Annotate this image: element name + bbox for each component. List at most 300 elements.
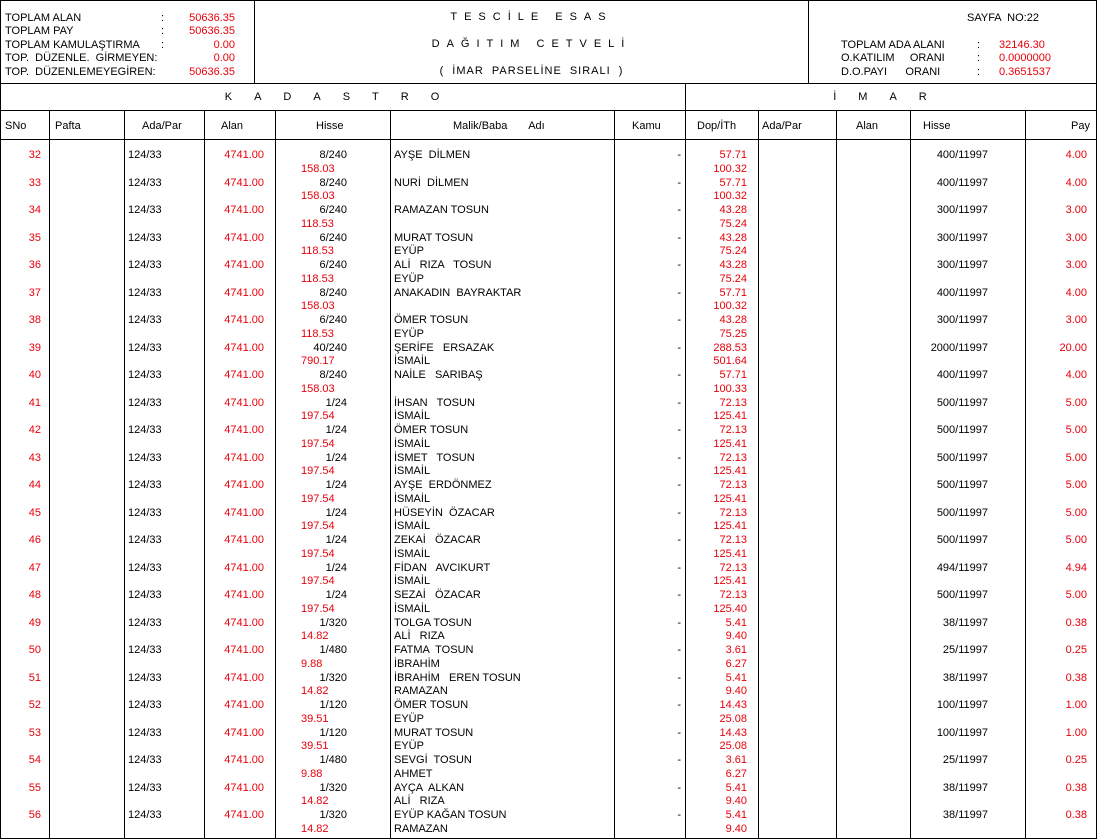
colon: :: [977, 52, 981, 64]
cell-dop: 5.41: [725, 809, 747, 821]
cell-ada-par: 124/33: [128, 259, 162, 271]
cell-imar-hisse: 500/11997: [936, 479, 988, 491]
cell-sno: 33: [28, 176, 41, 189]
cell-baba: RAMAZAN: [394, 822, 448, 835]
title-line-2: DAĞITIM CETVELİ: [431, 38, 632, 50]
cell-pay: 3.00: [1065, 314, 1087, 326]
cell-ada-par: 124/33: [128, 231, 162, 244]
cell-kamu: -: [677, 644, 681, 656]
total-not-included-value: 0.00: [213, 52, 235, 64]
cell-baba: İSMAİL: [394, 602, 431, 615]
cell-kamu: -: [677, 149, 681, 161]
cell-alan: 4741.00: [224, 781, 264, 794]
cell-pay: 4.00: [1065, 149, 1087, 161]
colon: :: [161, 39, 165, 51]
cell-baba: ALİ RIZA: [394, 630, 445, 643]
cell-hisse: 1/24: [325, 561, 347, 574]
colon: :: [977, 66, 981, 78]
cell-hisse: 6/240: [319, 314, 347, 326]
cell-imar-hisse: 2000/11997: [930, 341, 988, 354]
cell-sno: 56: [28, 809, 41, 821]
cell-hisse: 1/24: [325, 479, 347, 491]
cell-ada-par: 124/33: [128, 589, 162, 601]
cell-dop: 5.41: [725, 616, 747, 629]
cell-hisse: 8/240: [319, 176, 347, 189]
cell-alan: 4741.00: [224, 286, 264, 299]
cell-hisse-value: 158.03: [301, 190, 335, 203]
cell-sno: 55: [28, 781, 41, 794]
cell-imar-hisse: 100/11997: [936, 726, 988, 739]
col-hisse: Hisse: [316, 120, 344, 132]
grid-line: [204, 111, 205, 838]
total-area-value: 50636.35: [189, 12, 235, 24]
cell-malik: MURAT TOSUN: [394, 726, 474, 739]
grid-line: [758, 111, 759, 838]
cell-hisse-value: 118.53: [301, 217, 334, 230]
cell-kamu: -: [677, 589, 681, 601]
cell-imar-hisse: 38/11997: [942, 616, 988, 629]
cell-malik: ŞERİFE ERSAZAK: [394, 341, 495, 354]
cell-dop-value: 125.41: [713, 437, 747, 450]
cell-malik: FİDAN AVCIKURT: [394, 561, 491, 574]
cell-alan: 4741.00: [224, 479, 264, 491]
cell-hisse-value: 197.54: [301, 575, 335, 588]
cell-pay: 3.00: [1065, 231, 1087, 244]
cell-pay: 0.25: [1065, 644, 1087, 656]
cell-malik: AYŞE ERDÖNMEZ: [394, 479, 492, 491]
cell-alan: 4741.00: [224, 506, 264, 519]
cell-dop-value: 125.41: [713, 492, 747, 505]
cell-dop-value: 75.24: [719, 245, 747, 258]
cell-dop-value: 100.33: [713, 382, 747, 395]
cell-ada-par: 124/33: [128, 149, 162, 161]
cell-sno: 34: [28, 204, 41, 216]
total-expropriation-label: TOPLAM KAMULAŞTIRMA: [5, 39, 140, 51]
cell-imar-hisse: 400/11997: [936, 149, 988, 161]
cell-hisse-value: 9.88: [301, 657, 323, 670]
cell-imar-hisse: 400/11997: [936, 176, 988, 189]
cell-dop-value: 25.08: [719, 740, 747, 753]
total-not-included-label: TOP. DÜZENLE. GİRMEYEN:: [5, 52, 158, 64]
cell-sno: 47: [28, 561, 41, 574]
cell-imar-hisse: 25/11997: [942, 644, 988, 656]
cell-kamu: -: [677, 479, 681, 491]
cell-alan: 4741.00: [224, 424, 264, 436]
total-area-label: TOPLAM ALAN: [5, 12, 82, 24]
cell-sno: 52: [28, 699, 41, 711]
cell-hisse-value: 14.82: [301, 685, 329, 698]
cell-hisse-value: 197.54: [301, 410, 335, 423]
cell-kamu: -: [677, 204, 681, 216]
cell-hisse-value: 118.53: [301, 245, 334, 258]
cell-dop: 3.61: [725, 754, 747, 766]
cell-dop-value: 125.41: [713, 465, 747, 478]
cell-ada-par: 124/33: [128, 616, 162, 629]
cell-malik: ÖMER TOSUN: [394, 314, 469, 326]
cell-kamu: -: [677, 369, 681, 381]
cell-hisse-value: 39.51: [301, 740, 329, 753]
cell-sno: 45: [28, 506, 41, 519]
cell-hisse: 6/240: [319, 204, 347, 216]
cell-sno: 50: [28, 644, 41, 656]
cell-dop-value: 125.41: [713, 410, 747, 423]
cell-malik: AYÇA ALKAN: [394, 781, 465, 794]
cell-hisse: 6/240: [319, 231, 347, 244]
cell-sno: 40: [28, 369, 41, 381]
cell-kamu: -: [677, 451, 681, 464]
cell-sno: 38: [28, 314, 41, 326]
cell-alan: 4741.00: [224, 699, 264, 711]
cell-hisse: 8/240: [319, 149, 347, 161]
cell-alan: 4741.00: [224, 231, 264, 244]
cell-dop: 43.28: [719, 231, 747, 244]
cell-malik: MURAT TOSUN: [394, 231, 474, 244]
cell-imar-hisse: 38/11997: [942, 671, 988, 684]
cell-hisse: 6/240: [319, 259, 347, 271]
cell-baba: [394, 299, 609, 313]
cell-dop: 43.28: [719, 314, 747, 326]
cell-pay: 4.94: [1065, 561, 1087, 574]
grid-line: [124, 111, 125, 838]
cell-hisse-value: 197.54: [301, 602, 335, 615]
cell-baba: EYÜP: [394, 245, 424, 258]
cell-hisse-value: 158.03: [301, 162, 335, 175]
cell-malik: İBRAHİM EREN TOSUN: [394, 671, 521, 684]
cell-pay: 0.25: [1065, 754, 1087, 766]
cell-imar-hisse: 400/11997: [936, 286, 988, 299]
cell-hisse: 8/240: [319, 369, 347, 381]
cell-hisse: 1/480: [319, 644, 347, 656]
colon: :: [161, 25, 165, 37]
cell-alan: 4741.00: [224, 341, 264, 354]
cell-hisse-value: 197.54: [301, 547, 335, 560]
cell-baba: [394, 382, 609, 396]
cell-alan: 4741.00: [224, 754, 264, 766]
cell-imar-hisse: 500/11997: [936, 506, 988, 519]
cell-pay: 5.00: [1065, 479, 1087, 491]
cell-pay: 5.00: [1065, 589, 1087, 601]
cell-baba: EYÜP: [394, 327, 424, 340]
grid-line: [910, 111, 911, 838]
col-kamu: Kamu: [632, 120, 661, 132]
cell-dop-value: 9.40: [725, 822, 747, 835]
cell-dop: 72.13: [719, 589, 747, 601]
cell-pay: 1.00: [1065, 726, 1087, 739]
cell-kamu: -: [677, 781, 681, 794]
col-imar-ada-par: Ada/Par: [762, 120, 802, 132]
col-pay: Pay: [1071, 120, 1090, 132]
totals-panel: [1, 1, 255, 83]
cell-sno: 35: [28, 231, 41, 244]
cell-pay: 0.38: [1065, 781, 1087, 794]
cell-ada-par: 124/33: [128, 204, 162, 216]
cell-dop: 72.13: [719, 396, 747, 409]
cell-baba: ALİ RIZA: [394, 795, 445, 808]
cell-kamu: -: [677, 616, 681, 629]
cell-malik: SEZAİ ÖZACAR: [394, 589, 481, 601]
cell-sno: 44: [28, 479, 41, 491]
grid-line: [685, 84, 686, 838]
cell-baba: [394, 217, 609, 231]
cell-alan: 4741.00: [224, 561, 264, 574]
cell-malik: ALİ RIZA TOSUN: [394, 259, 492, 271]
cell-ada-par: 124/33: [128, 341, 162, 354]
cell-ada-par: 124/33: [128, 561, 162, 574]
cell-pay: 5.00: [1065, 451, 1087, 464]
cell-hisse-value: 197.54: [301, 520, 335, 533]
cell-malik: AYŞE DİLMEN: [394, 149, 471, 161]
cell-ada-par: 124/33: [128, 424, 162, 436]
cell-baba: İBRAHİM: [394, 657, 440, 670]
cell-baba: EYÜP: [394, 712, 424, 725]
page-header: [1, 1, 1096, 84]
cell-sno: 37: [28, 286, 41, 299]
cell-sno: 32: [28, 149, 41, 161]
cell-pay: 0.38: [1065, 616, 1087, 629]
cell-dop-value: 75.24: [719, 217, 747, 230]
col-pafta: Pafta: [55, 120, 81, 132]
cell-ada-par: 124/33: [128, 479, 162, 491]
cell-baba: [394, 162, 609, 176]
cell-pay: 4.00: [1065, 286, 1087, 299]
cell-pay: 5.00: [1065, 506, 1087, 519]
cell-hisse-value: 14.82: [301, 795, 329, 808]
cell-baba: AHMET: [394, 767, 433, 780]
cell-hisse: 1/24: [325, 396, 347, 409]
cell-dop-value: 100.32: [713, 300, 747, 313]
grid-line: [49, 111, 50, 838]
cell-hisse: 1/320: [319, 809, 347, 821]
cell-kamu: -: [677, 671, 681, 684]
total-included-value: 50636.35: [189, 66, 235, 78]
cell-alan: 4741.00: [224, 534, 264, 546]
cell-kamu: -: [677, 424, 681, 436]
cell-pay: 4.00: [1065, 176, 1087, 189]
total-expropriation-value: 0.00: [213, 39, 235, 51]
cell-sno: 43: [28, 451, 41, 464]
cell-malik: İSMET TOSUN: [394, 451, 475, 464]
col-imar-alan: Alan: [856, 120, 879, 132]
col-alan: Alan: [221, 120, 244, 132]
cell-kamu: -: [677, 726, 681, 739]
col-dop: Dop/İTh: [697, 120, 737, 132]
cell-sno: 48: [28, 589, 41, 601]
dop-ratio-value: 0.3651537: [999, 66, 1051, 78]
cell-imar-hisse: 100/11997: [936, 699, 988, 711]
cell-sno: 53: [28, 726, 41, 739]
cell-imar-hisse: 500/11997: [936, 396, 988, 409]
cell-dop-value: 125.41: [713, 520, 747, 533]
cell-alan: 4741.00: [224, 314, 264, 326]
cell-hisse-value: 14.82: [301, 822, 329, 835]
cell-dop-value: 75.25: [719, 327, 747, 340]
cell-ada-par: 124/33: [128, 671, 162, 684]
cell-dop-value: 75.24: [719, 272, 747, 285]
cell-baba: EYÜP: [394, 272, 424, 285]
cell-alan: 4741.00: [224, 451, 264, 464]
cell-alan: 4741.00: [224, 259, 264, 271]
cell-hisse: 1/320: [319, 781, 347, 794]
cell-baba: İSMAİL: [394, 520, 431, 533]
cell-dop-value: 125.41: [713, 547, 747, 560]
cell-dop: 72.13: [719, 424, 747, 436]
cell-dop-value: 9.40: [725, 630, 747, 643]
cell-pay: 1.00: [1065, 699, 1087, 711]
cell-malik: RAMAZAN TOSUN: [394, 204, 489, 216]
cell-pay: 3.00: [1065, 204, 1087, 216]
grid-line: [836, 111, 837, 838]
island-area-label: TOPLAM ADA ALANI: [841, 39, 945, 51]
cell-hisse-value: 118.53: [301, 327, 334, 340]
cell-kamu: -: [677, 231, 681, 244]
cell-alan: 4741.00: [224, 616, 264, 629]
cell-dop: 57.71: [719, 149, 747, 161]
col-malik: Malik/Baba Adı: [453, 120, 545, 132]
cell-imar-hisse: 300/11997: [936, 231, 988, 244]
cell-alan: 4741.00: [224, 396, 264, 409]
cell-sno: 39: [28, 341, 41, 354]
cell-alan: 4741.00: [224, 149, 264, 161]
cell-malik: NAİLE SARIBAŞ: [394, 369, 483, 381]
cell-imar-hisse: 38/11997: [942, 781, 988, 794]
cell-kamu: -: [677, 259, 681, 271]
cell-dop: 43.28: [719, 204, 747, 216]
grid-line: [275, 111, 276, 838]
cell-imar-hisse: 300/11997: [936, 204, 988, 216]
cell-hisse: 40/240: [313, 341, 347, 354]
cell-imar-hisse: 500/11997: [936, 589, 988, 601]
cell-dop-value: 100.32: [713, 190, 747, 203]
cell-malik: İHSAN TOSUN: [394, 396, 475, 409]
cell-malik: NURİ DİLMEN: [394, 176, 469, 189]
cell-pay: 0.38: [1065, 809, 1087, 821]
dop-ratio-label: D.O.PAYI ORANI: [841, 66, 941, 78]
title-line-1: TESCİLE ESAS: [450, 11, 613, 23]
cell-baba: İSMAİL: [394, 465, 431, 478]
cell-baba: EYÜP: [394, 740, 424, 753]
cell-hisse-value: 14.82: [301, 630, 329, 643]
cell-sno: 51: [28, 671, 41, 684]
cell-hisse: 1/24: [325, 451, 347, 464]
cell-dop-value: 6.27: [725, 657, 747, 670]
cell-pay: 5.00: [1065, 534, 1087, 546]
cell-baba: İSMAİL: [394, 410, 431, 423]
colon: :: [977, 39, 981, 51]
cell-baba: İSMAİL: [394, 575, 431, 588]
cell-dop-value: 25.08: [719, 712, 747, 725]
cell-imar-hisse: 38/11997: [942, 809, 988, 821]
cell-pay: 0.38: [1065, 671, 1087, 684]
cell-hisse: 1/120: [319, 726, 347, 739]
cell-ada-par: 124/33: [128, 726, 162, 739]
cell-imar-hisse: 500/11997: [936, 451, 988, 464]
cell-malik: SEVGİ TOSUN: [394, 754, 472, 766]
cell-imar-hisse: 500/11997: [936, 424, 988, 436]
cell-dop: 5.41: [725, 671, 747, 684]
cell-dop: 5.41: [725, 781, 747, 794]
cell-sno: 36: [28, 259, 41, 271]
cell-hisse: 1/24: [325, 506, 347, 519]
cell-dop: 14.43: [719, 726, 747, 739]
cell-hisse: 1/24: [325, 589, 347, 601]
grid-line: [614, 111, 615, 838]
cell-alan: 4741.00: [224, 671, 264, 684]
cell-hisse: 1/24: [325, 534, 347, 546]
cell-imar-hisse: 300/11997: [936, 314, 988, 326]
cell-hisse-value: 158.03: [301, 382, 335, 395]
cell-baba: İSMAİL: [394, 492, 431, 505]
cell-dop: 288.53: [713, 341, 747, 354]
cell-malik: TOLGA TOSUN: [394, 616, 472, 629]
cell-dop-value: 6.27: [725, 767, 747, 780]
cell-baba: İSMAİL: [394, 547, 431, 560]
cell-alan: 4741.00: [224, 204, 264, 216]
cell-dop: 72.13: [719, 506, 747, 519]
cell-baba: İSMAİL: [394, 437, 431, 450]
summary-panel: [809, 1, 1096, 83]
cell-ada-par: 124/33: [128, 396, 162, 409]
cell-hisse-value: 158.03: [301, 300, 335, 313]
total-share-value: 50636.35: [189, 25, 235, 37]
cell-baba: [394, 189, 609, 203]
cell-hisse: 8/240: [319, 286, 347, 299]
cell-kamu: -: [677, 176, 681, 189]
cell-malik: ZEKAİ ÖZACAR: [394, 534, 481, 546]
cell-alan: 4741.00: [224, 726, 264, 739]
cell-imar-hisse: 500/11997: [936, 534, 988, 546]
cell-ada-par: 124/33: [128, 809, 162, 821]
cell-ada-par: 124/33: [128, 781, 162, 794]
title-line-3: ( İMAR PARSELİNE SIRALI ): [439, 65, 624, 77]
cell-dop: 57.71: [719, 369, 747, 381]
cell-dop-value: 9.40: [725, 685, 747, 698]
cell-pay: 5.00: [1065, 396, 1087, 409]
col-imar-hisse: Hisse: [923, 120, 951, 132]
cell-dop-value: 100.32: [713, 162, 747, 175]
section-kadastro: KADASTRO: [1, 84, 686, 111]
cell-dop-value: 501.64: [713, 355, 747, 368]
cell-alan: 4741.00: [224, 176, 264, 189]
cell-malik: HÜSEYİN ÖZACAR: [394, 506, 495, 519]
cell-kamu: -: [677, 286, 681, 299]
cell-dop: 14.43: [719, 699, 747, 711]
cell-alan: 4741.00: [224, 644, 264, 656]
cell-hisse-value: 39.51: [301, 712, 329, 725]
cell-dop-value: 125.41: [713, 575, 747, 588]
cell-malik: ÖMER TOSUN: [394, 424, 469, 436]
section-imar: İMAR: [686, 84, 1096, 111]
cell-hisse: 1/480: [319, 754, 347, 766]
cell-dop: 72.13: [719, 534, 747, 546]
cell-dop: 3.61: [725, 644, 747, 656]
cell-sno: 54: [28, 754, 41, 766]
cell-imar-hisse: 494/11997: [936, 561, 988, 574]
cell-kamu: -: [677, 506, 681, 519]
cell-kamu: -: [677, 561, 681, 574]
cell-kamu: -: [677, 754, 681, 766]
cell-ada-par: 124/33: [128, 176, 162, 189]
island-area-value: 32146.30: [999, 39, 1045, 51]
cell-dop-value: 125.40: [713, 602, 747, 615]
title-panel: [255, 1, 809, 83]
cell-baba: İSMAİL: [394, 355, 431, 368]
cell-malik: FATMA TOSUN: [394, 644, 474, 656]
cell-hisse-value: 197.54: [301, 492, 335, 505]
cell-kamu: -: [677, 314, 681, 326]
cell-ada-par: 124/33: [128, 506, 162, 519]
cell-dop: 43.28: [719, 259, 747, 271]
total-share-label: TOPLAM PAY: [5, 25, 74, 37]
